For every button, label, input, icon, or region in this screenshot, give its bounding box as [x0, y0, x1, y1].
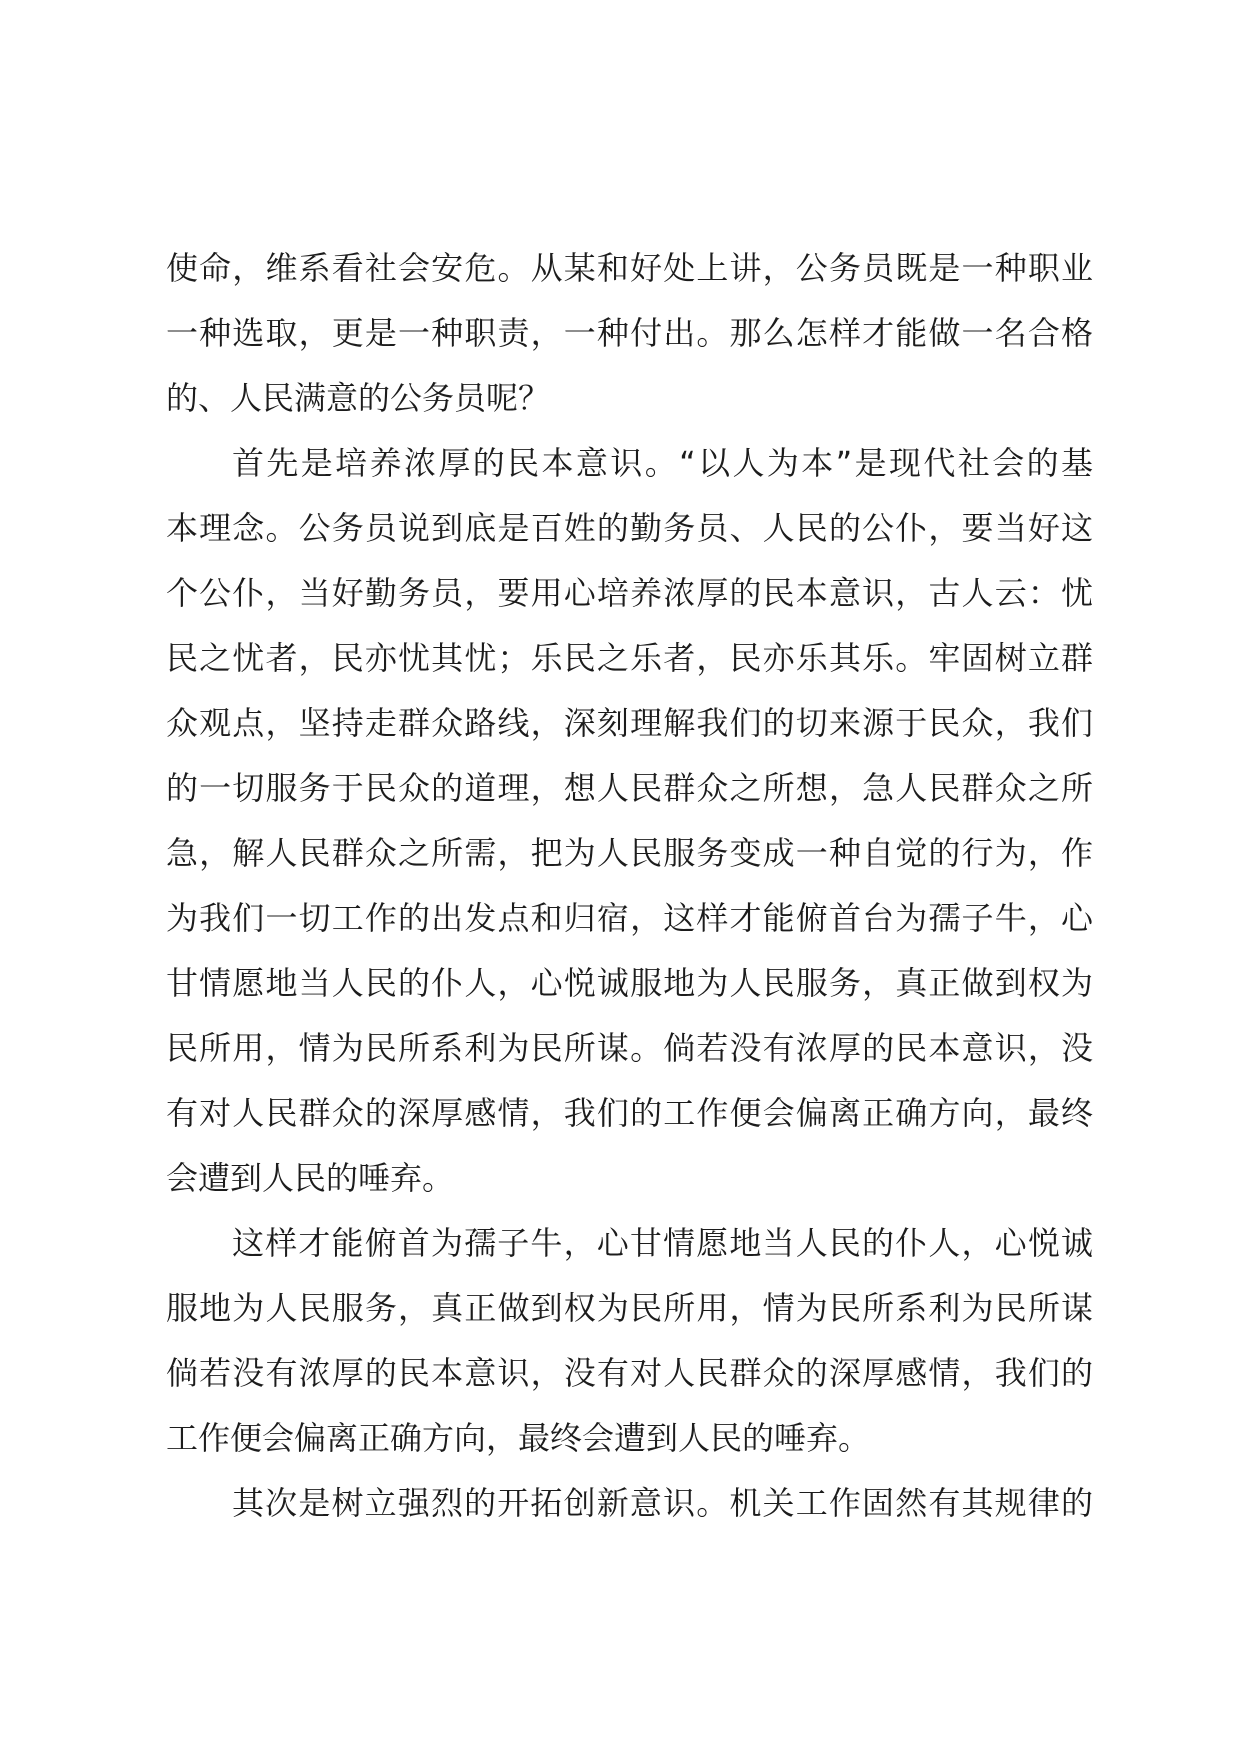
paragraph-first-line: 首先是培养浓厚的民本意识。“以人为本”是现代社会的基	[232, 444, 1093, 482]
text-line: 会遭到人民的唾弃。	[166, 1159, 455, 1197]
text-line: 民之忧者，民亦忧其忧；乐民之乐者，民亦乐其乐。牢固树立群	[166, 639, 1093, 677]
text-line: 为我们一切工作的出发点和归宿，这样才能俯首台为孺子牛，心	[166, 899, 1093, 937]
text-line: 民所用，情为民所系利为民所谋。倘若没有浓厚的民本意识，没	[166, 1029, 1093, 1067]
text-line: 甘情愿地当人民的仆人，心悦诚服地为人民服务，真正做到权为	[166, 964, 1093, 1002]
text-line: 的、人民满意的公务员呢？	[166, 379, 551, 417]
text-line: 工作便会偏离正确方向，最终会遭到人民的唾弃。	[166, 1419, 871, 1457]
text-line: 使命，维系看社会安危。从某和好处上讲，公务员既是一种职业	[166, 249, 1093, 287]
text-line: 急，解人民群众之所需，把为人民服务变成一种自觉的行为，作	[166, 834, 1093, 872]
paragraph-first-line: 这样才能俯首为孺子牛，心甘情愿地当人民的仆人，心悦诚	[232, 1224, 1093, 1262]
text-line: 服地为人民服务，真正做到权为民所用，情为民所系利为民所谋	[166, 1289, 1093, 1327]
text-line: 个公仆，当好勤务员，要用心培养浓厚的民本意识，古人云：忧	[166, 574, 1093, 612]
text-line: 的一切服务于民众的道理，想人民群众之所想，急人民群众之所	[166, 769, 1093, 807]
text-line: 一种选取，更是一种职责，一种付出。那么怎样才能做一名合格	[166, 314, 1093, 352]
text-line: 倘若没有浓厚的民本意识，没有对人民群众的深厚感情，我们的	[166, 1354, 1093, 1392]
paragraph-first-line: 其次是树立强烈的开拓创新意识。机关工作固然有其规律的	[232, 1484, 1093, 1522]
document-body	[166, 236, 1093, 1536]
text-line: 众观点，坚持走群众路线，深刻理解我们的切来源于民众，我们	[166, 704, 1093, 742]
text-line: 有对人民群众的深厚感情，我们的工作便会偏离正确方向，最终	[166, 1094, 1093, 1132]
text-line: 本理念。公务员说到底是百姓的勤务员、人民的公仆，要当好这	[166, 509, 1093, 547]
